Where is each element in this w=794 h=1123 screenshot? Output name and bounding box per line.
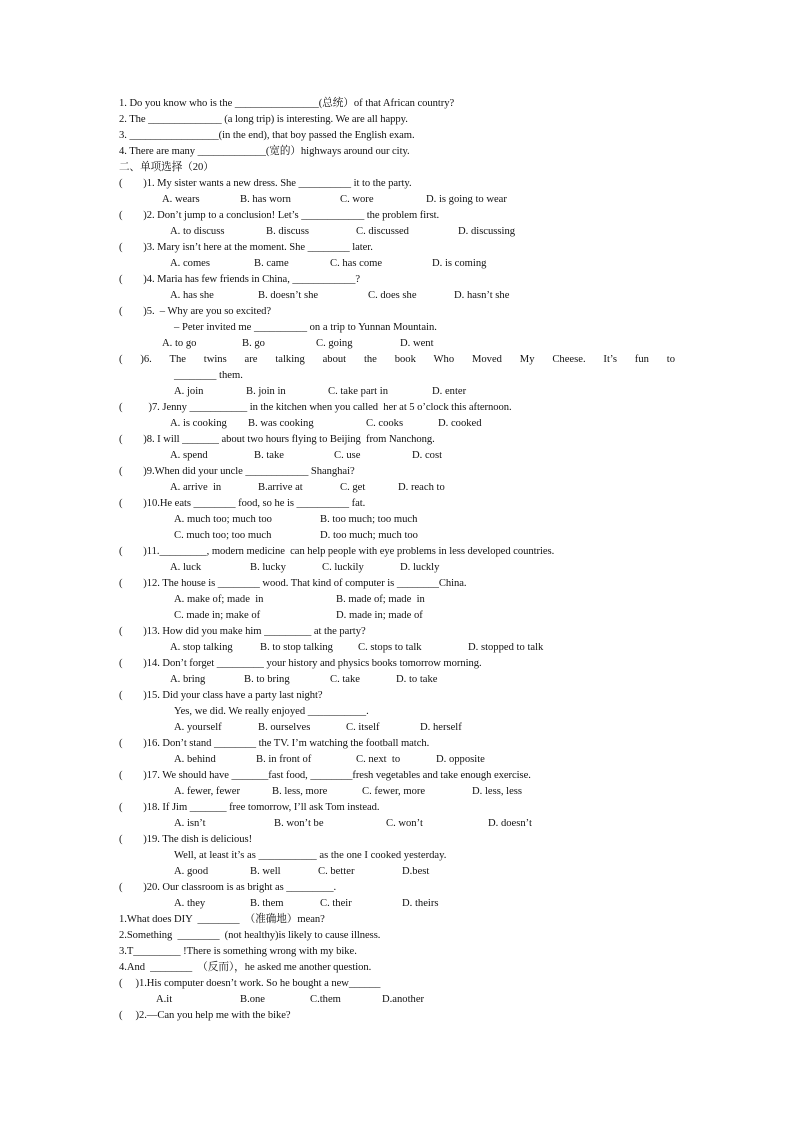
option-c: C. get [340,482,366,493]
option-a: A. behind [174,754,216,765]
option-c: C. better [318,866,355,877]
question-stem: ( )13. How did you make him _________ at the party? [119,626,366,637]
option-d: D. is going to wear [426,194,507,205]
option-b: B. to stop talking [260,642,333,653]
option-a: A. isn’t [174,818,206,829]
option-b: B. join in [246,386,286,397]
option-a: A. bring [170,674,206,685]
option-b: B. them [250,898,284,909]
fill-blank-4: 4. There are many _____________(宽的）highways around our city. [119,146,410,157]
option-c: C. much too; too much [174,530,272,541]
fill-blank-3: 3. _________________(in the end), that boy passed the English exam. [119,130,415,141]
question-stem: ( )16. Don’t stand ________ the TV. I’m watching the football match. [119,738,430,749]
question-stem: ( )1.His computer doesn’t work. So he bought a new______ [119,978,381,989]
question-stem: ( )1. My sister wants a new dress. She __________ it to the party. [119,178,412,189]
option-b: B.one [240,994,266,1005]
option-c: C. won’t [386,818,423,829]
option-a: A. luck [170,562,202,573]
question-stem: ( )17. We should have _______fast food, ________fresh vegetables and take enough exercise. [119,770,531,781]
question-stem: ( )7. Jenny ___________ in the kitchen when you called her at 5 o’clock this afternoon. [119,402,512,413]
fill-blank-2: 2. The ______________ (a long trip) is interesting. We are all happy. [119,114,408,125]
option-d: D.another [382,994,425,1005]
option-a: A. to go [162,338,197,349]
option-b: B. take [254,450,285,461]
option-d: D. stopped to talk [468,642,544,653]
option-c: C. made in; make of [174,610,261,621]
option-a: A. join [174,386,204,397]
option-c: C. wore [340,194,374,205]
option-c: C. has come [330,258,383,269]
option-a: A. they [174,898,206,909]
option-d: D. enter [432,386,467,397]
question-stem: ( )8. I will _______ about two hours flying to Beijing from Nanchong. [119,434,435,445]
option-b: B. has worn [240,194,291,205]
fill-blank-1: 1. Do you know who is the ________________(总统）of that African country? [119,98,455,109]
question-stem: ( )12. The house is ________ wood. That kind of computer is ________China. [119,578,467,589]
fill-blank-bottom-3: 3.T_________ !There is something wrong with my bike. [119,946,357,957]
option-d: D. less, less [472,786,523,797]
question-stem: ( )18. If Jim _______ free tomorrow, I’ll ask Tom instead. [119,802,380,813]
option-b: B. made of; made in [336,594,425,605]
option-d: D. herself [420,722,462,733]
question-stem: ( )5. – Why are you so excited? [119,306,272,317]
option-c: C. next to [356,754,401,765]
option-a: A. make of; made in [174,594,264,605]
option-c: C.them [310,994,341,1005]
option-c: C. take part in [328,386,389,397]
option-b: B. go [242,338,265,349]
option-a: A. stop talking [170,642,233,653]
option-d: D. made in; made of [336,610,423,621]
option-b: B. lucky [250,562,286,573]
option-d: D. went [400,338,434,349]
option-b: B. to bring [244,674,290,685]
option-b: B. came [254,258,289,269]
option-a: A. arrive in [170,482,222,493]
option-c: C. itself [346,722,380,733]
option-d: D. theirs [402,898,439,909]
fill-blank-bottom-4: 4.And ________ （反而），he asked me another question. [119,962,372,973]
option-a: A. much too; much too [174,514,272,525]
question-stem-cont: ________ them. [174,370,243,381]
option-d: D. opposite [436,754,485,765]
section-title: 二、单项选择（20） [119,162,214,173]
option-a: A. wears [162,194,200,205]
option-d: D. cooked [438,418,482,429]
fill-blank-bottom-2: 2.Something ________ (not healthy)is likely to cause illness. [119,930,381,941]
option-a: A. comes [170,258,211,269]
option-c: C. going [316,338,353,349]
option-a: A. is cooking [170,418,227,429]
option-d: D. too much; much too [320,530,418,541]
question-stem: ( )14. Don’t forget _________ your history and physics books tomorrow morning. [119,658,482,669]
option-c: C. fewer, more [362,786,426,797]
option-b: B. doesn’t she [258,290,319,301]
option-c: C. take [330,674,361,685]
option-a: A. fewer, fewer [174,786,241,797]
option-c: C. stops to talk [358,642,422,653]
option-a: A. spend [170,450,208,461]
option-b: B.arrive at [258,482,303,493]
option-b: B. won’t be [274,818,324,829]
option-b: B. well [250,866,281,877]
option-d: D. doesn’t [488,818,532,829]
fill-blank-bottom-1: 1.What does DIY ________ （准确地）mean? [119,914,325,925]
option-d: D. discussing [458,226,516,237]
option-a: A. yourself [174,722,222,733]
option-a: A. good [174,866,209,877]
question-stem: ( )10.He eats ________ food, so he is __________ fat. [119,498,366,509]
question-stem-cont: Well, at least it’s as ___________ as the one I cooked yesterday. [174,850,447,861]
question-stem: ( )3. Mary isn’t here at the moment. She ________ later. [119,242,373,253]
option-d: D. reach to [398,482,445,493]
option-d: D. to take [396,674,438,685]
option-d: D.best [402,866,430,877]
option-c: C. luckily [322,562,364,573]
option-b: B. discuss [266,226,309,237]
question-stem: ( )11._________, modern medicine can help people with eye problems in less developed countries. [119,546,555,557]
option-a: A. has she [170,290,214,301]
question-stem: ( )15. Did your class have a party last night? [119,690,323,701]
question-stem-cont: Yes, we did. We really enjoyed ___________. [174,706,369,717]
option-c: C. their [320,898,352,909]
option-a: A. to discuss [170,226,225,237]
option-d: D. hasn’t she [454,290,510,301]
option-b: B. was cooking [248,418,314,429]
option-a: A.it [156,994,173,1005]
option-b: B. less, more [272,786,328,797]
option-b: B. in front of [256,754,312,765]
question-stem: ( )6. The twins are talking about the book Who Moved My Cheese. It’s fun to [119,354,675,365]
option-d: D. luckly [400,562,440,573]
option-d: D. cost [412,450,443,461]
option-c: C. discussed [356,226,409,237]
question-stem: ( )9.When did your uncle ____________ Shanghai? [119,466,355,477]
question-stem: ( )2. Don’t jump to a conclusion! Let’s ____________ the problem first. [119,210,440,221]
option-b: B. too much; too much [320,514,418,525]
option-c: C. does she [368,290,417,301]
option-c: C. cooks [366,418,404,429]
question-stem: ( )19. The dish is delicious! [119,834,253,845]
option-d: D. is coming [432,258,487,269]
option-c: C. use [334,450,361,461]
option-b: B. ourselves [258,722,311,733]
question-stem: ( )2.—Can you help me with the bike? [119,1010,291,1021]
question-stem: ( )20. Our classroom is as bright as _________. [119,882,337,893]
question-stem: ( )4. Maria has few friends in China, ____________? [119,274,361,285]
question-stem-cont: – Peter invited me __________ on a trip to Yunnan Mountain. [174,322,437,333]
